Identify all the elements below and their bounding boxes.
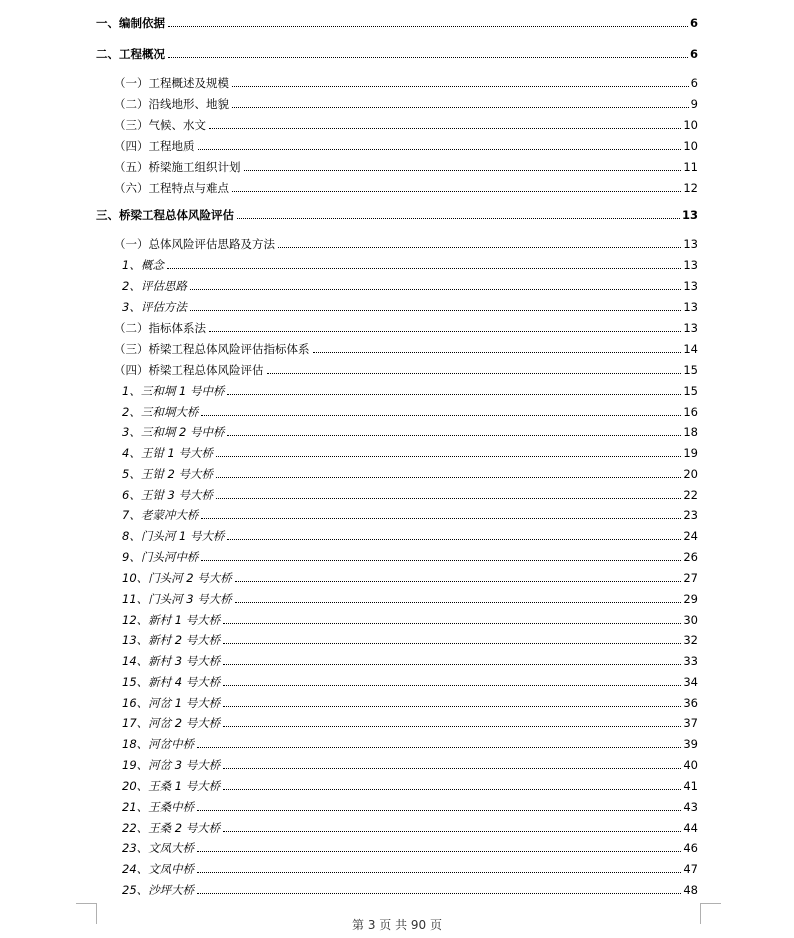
toc-entry-page-number: 40 <box>683 758 698 772</box>
toc-entry[interactable] <box>122 502 698 522</box>
toc-dot-leader <box>244 169 682 171</box>
toc-entry-title: 3、三和垌 2 号中桥 <box>122 425 225 439</box>
toc-entry[interactable] <box>122 835 698 855</box>
toc-entry-page-number: 37 <box>683 716 698 730</box>
toc-entry[interactable] <box>114 336 698 356</box>
toc-entry-page-number: 13 <box>683 258 698 272</box>
toc-entry[interactable] <box>122 273 698 293</box>
toc-entry-title: 25、沙坪大桥 <box>122 883 195 897</box>
toc-dot-leader <box>223 725 681 727</box>
toc-dot-leader <box>168 25 688 27</box>
toc-entry-title: （六）工程特点与难点 <box>114 181 229 195</box>
toc-entry-page-number: 44 <box>683 821 698 835</box>
toc-dot-leader <box>313 351 682 353</box>
toc-entry-page-number: 10 <box>683 118 698 132</box>
toc-entry-page-number: 6 <box>689 16 698 30</box>
toc-entry[interactable] <box>114 112 698 132</box>
toc-entry-title: （四）桥梁工程总体风险评估 <box>114 363 264 377</box>
toc-entry-page-number: 33 <box>683 654 698 668</box>
toc-entry[interactable] <box>114 357 698 377</box>
toc-entry[interactable] <box>122 669 698 689</box>
toc-entry[interactable] <box>122 252 698 272</box>
toc-entry-page-number: 47 <box>683 862 698 876</box>
toc-entry-title: 3、评估方法 <box>122 300 187 314</box>
toc-entry-page-number: 12 <box>683 181 698 195</box>
toc-entry-title: 19、河岔 3 号大桥 <box>122 758 221 772</box>
toc-entry-title: 6、王钳 3 号大桥 <box>122 488 213 502</box>
toc-entry-title: 18、河岔中桥 <box>122 737 195 751</box>
toc-entry[interactable] <box>96 41 698 61</box>
toc-dot-leader <box>223 830 681 832</box>
toc-entry-title: 一、编制依据 <box>96 16 165 30</box>
toc-entry-page-number: 26 <box>683 550 698 564</box>
toc-entry-page-number: 32 <box>683 633 698 647</box>
toc-entry-title: 13、新村 2 号大桥 <box>122 633 221 647</box>
toc-entry-page-number: 19 <box>683 446 698 460</box>
toc-dot-leader <box>190 309 682 311</box>
toc-entry-title: 17、河岔 2 号大桥 <box>122 716 221 730</box>
toc-entry-page-number: 6 <box>690 76 698 90</box>
toc-entry-page-number: 15 <box>683 363 698 377</box>
toc-entry-title: 1、三和垌 1 号中桥 <box>122 384 225 398</box>
toc-dot-leader <box>201 414 681 416</box>
toc-dot-leader <box>209 127 681 129</box>
toc-entry-page-number: 46 <box>683 841 698 855</box>
toc-entry[interactable] <box>122 690 698 710</box>
toc-entry-title: （二）指标体系法 <box>114 321 206 335</box>
toc-entry-title: 2、三和垌大桥 <box>122 405 199 419</box>
toc-dot-leader <box>232 85 689 87</box>
toc-entry-title: 12、新村 1 号大桥 <box>122 613 221 627</box>
toc-dot-leader <box>223 663 681 665</box>
toc-dot-leader <box>227 538 681 540</box>
toc-entry[interactable] <box>114 175 698 195</box>
toc-entry-title: 8、门头河 1 号大桥 <box>122 529 225 543</box>
toc-entry[interactable] <box>114 231 698 251</box>
toc-entry[interactable] <box>114 154 698 174</box>
toc-entry-page-number: 13 <box>683 300 698 314</box>
toc-entry-title: 24、文凤中桥 <box>122 862 195 876</box>
toc-entry-page-number: 20 <box>683 467 698 481</box>
toc-entry[interactable] <box>122 794 698 814</box>
toc-dot-leader <box>223 622 681 624</box>
toc-entry-page-number: 39 <box>683 737 698 751</box>
toc-dot-leader <box>227 434 681 436</box>
toc-dot-leader <box>223 705 681 707</box>
toc-dot-leader <box>267 372 682 374</box>
toc-entry-title: 20、王桑 1 号大桥 <box>122 779 221 793</box>
toc-entry[interactable] <box>122 399 698 419</box>
toc-entry-page-number: 13 <box>683 279 698 293</box>
toc-entry[interactable] <box>114 91 698 111</box>
toc-entry-title: 二、工程概况 <box>96 47 165 61</box>
toc-entry-page-number: 34 <box>683 675 698 689</box>
toc-entry-title: 14、新村 3 号大桥 <box>122 654 221 668</box>
toc-entry[interactable] <box>96 10 698 30</box>
toc-entry-page-number: 29 <box>683 592 698 606</box>
toc-dot-leader <box>197 871 681 873</box>
toc-entry[interactable] <box>96 202 698 222</box>
toc-entry[interactable] <box>122 710 698 730</box>
toc-entry[interactable] <box>122 607 698 627</box>
toc-dot-leader <box>223 642 681 644</box>
toc-entry-page-number: 24 <box>683 529 698 543</box>
toc-entry-title: （四）工程地质 <box>114 139 195 153</box>
toc-dot-leader <box>235 601 682 603</box>
toc-dot-leader <box>190 288 682 290</box>
toc-dot-leader <box>168 56 688 58</box>
toc-entry-title: 7、老蒙冲大桥 <box>122 508 199 522</box>
toc-entry-title: 5、王钳 2 号大桥 <box>122 467 213 481</box>
toc-entry-title: （三）气候、水文 <box>114 118 206 132</box>
toc-entry[interactable] <box>122 856 698 876</box>
toc-entry-title: 10、门头河 2 号大桥 <box>122 571 232 585</box>
toc-entry-title: （一）工程概述及规模 <box>114 76 229 90</box>
toc-entry[interactable] <box>114 70 698 90</box>
toc-dot-leader <box>223 788 681 790</box>
toc-dot-leader <box>197 850 681 852</box>
toc-entry-title: 15、新村 4 号大桥 <box>122 675 221 689</box>
toc-dot-leader <box>197 809 681 811</box>
toc-entry[interactable] <box>122 565 698 585</box>
toc-entry-title: 2、评估思路 <box>122 279 187 293</box>
toc-entry-page-number: 41 <box>683 779 698 793</box>
toc-entry-page-number: 6 <box>689 47 698 61</box>
toc-entry[interactable] <box>122 586 698 606</box>
toc-dot-leader <box>216 476 681 478</box>
toc-entry-page-number: 11 <box>683 160 698 174</box>
toc-entry-title: （三）桥梁工程总体风险评估指标体系 <box>114 342 310 356</box>
toc-entry-page-number: 13 <box>681 208 698 222</box>
toc-entry[interactable] <box>122 877 698 897</box>
toc-entry-page-number: 36 <box>683 696 698 710</box>
toc-entry-title: 16、河岔 1 号大桥 <box>122 696 221 710</box>
toc-entry-title: 1、概念 <box>122 258 164 272</box>
toc-entry[interactable] <box>122 440 698 460</box>
toc-entry-page-number: 23 <box>683 508 698 522</box>
toc-dot-leader <box>232 190 681 192</box>
toc-entry[interactable] <box>122 627 698 647</box>
toc-entry[interactable] <box>122 752 698 772</box>
toc-entry-title: 9、门头河中桥 <box>122 550 199 564</box>
toc-entry[interactable] <box>122 648 698 668</box>
toc-entry-page-number: 14 <box>683 342 698 356</box>
toc-entry[interactable] <box>122 419 698 439</box>
toc-entry[interactable] <box>122 544 698 564</box>
toc-entry-title: 三、桥梁工程总体风险评估 <box>96 208 234 222</box>
toc-dot-leader <box>235 580 682 582</box>
toc-entry[interactable] <box>122 378 698 398</box>
toc-dot-leader <box>237 217 680 219</box>
toc-entry[interactable] <box>122 815 698 835</box>
toc-dot-leader <box>216 455 681 457</box>
toc-entry-page-number: 9 <box>690 97 698 111</box>
toc-dot-leader <box>209 330 681 332</box>
toc-entry-title: 21、王桑中桥 <box>122 800 195 814</box>
toc-dot-leader <box>201 517 681 519</box>
toc-entry-page-number: 13 <box>683 321 698 335</box>
toc-entry[interactable] <box>114 133 698 153</box>
toc-dot-leader <box>227 393 681 395</box>
toc-entry-page-number: 13 <box>683 237 698 251</box>
toc-dot-leader <box>197 892 681 894</box>
toc-entry[interactable] <box>122 731 698 751</box>
toc-dot-leader <box>198 148 682 150</box>
toc-dot-leader <box>223 684 681 686</box>
toc-entry-title: （五）桥梁施工组织计划 <box>114 160 241 174</box>
toc-dot-leader <box>197 746 681 748</box>
toc-entry-page-number: 30 <box>683 613 698 627</box>
toc-dot-leader <box>232 106 689 108</box>
toc-dot-leader <box>201 559 681 561</box>
toc-entry-page-number: 10 <box>683 139 698 153</box>
toc-entry-title: （一）总体风险评估思路及方法 <box>114 237 275 251</box>
toc-entry[interactable] <box>122 523 698 543</box>
toc-entry-page-number: 27 <box>683 571 698 585</box>
toc-entry-title: （二）沿线地形、地貌 <box>114 97 229 111</box>
toc-entry-page-number: 16 <box>683 405 698 419</box>
toc-entry[interactable] <box>122 773 698 793</box>
toc-entry[interactable] <box>122 294 698 314</box>
toc-entry-page-number: 48 <box>683 883 698 897</box>
toc-entry-page-number: 15 <box>683 384 698 398</box>
toc-entry-title: 22、王桑 2 号大桥 <box>122 821 221 835</box>
toc-entry-page-number: 43 <box>683 800 698 814</box>
toc-dot-leader <box>216 497 681 499</box>
toc-entry-page-number: 18 <box>683 425 698 439</box>
toc-entry-page-number: 22 <box>683 488 698 502</box>
toc-entry-title: 23、文凤大桥 <box>122 841 195 855</box>
toc-entry[interactable] <box>114 315 698 335</box>
page-footer: 第 3 页 共 90 页 <box>352 918 442 932</box>
toc-dot-leader <box>223 767 681 769</box>
toc-entry-title: 11、门头河 3 号大桥 <box>122 592 232 606</box>
toc-dot-leader <box>167 267 682 269</box>
toc-entry[interactable] <box>122 482 698 502</box>
toc-entry[interactable] <box>122 461 698 481</box>
toc-entry-title: 4、王钳 1 号大桥 <box>122 446 213 460</box>
toc-dot-leader <box>278 246 681 248</box>
